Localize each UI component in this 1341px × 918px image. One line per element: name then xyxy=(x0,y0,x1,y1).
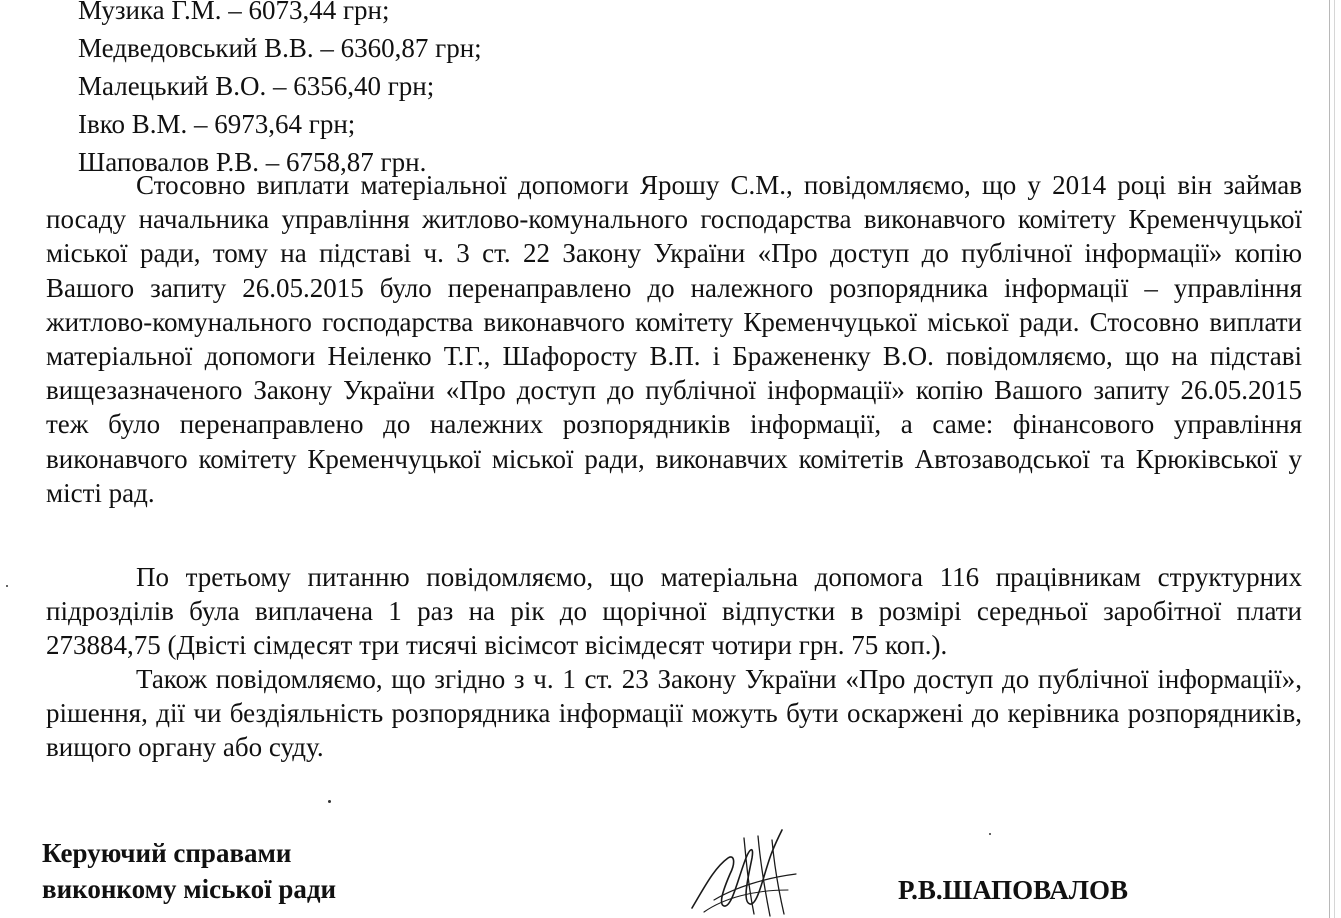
recipient-line: Медведовський В.В. – 6360,87 грн; xyxy=(78,33,482,63)
paragraph-third-question: По третьому питанню повідомляємо, що матеріальна допомога 116 працівникам структурних підрозділів була виплачена 1 раз на рік до щорічної відпустки в розмірі середньої заробітної плати 273884,75 (Двісті сімдесят три тисячі вісімсот вісімдесят чотири грн. 75 коп.). xyxy=(46,562,1302,661)
scan-speck xyxy=(989,833,991,835)
recipient-line: Музика Г.М. – 6073,44 грн; xyxy=(78,0,390,25)
scan-edge-line xyxy=(1329,0,1330,918)
signatory-position xyxy=(42,835,336,907)
paragraph-appeal-rights: Також повідомляємо, що згідно з ч. 1 ст. 23 Закону України «Про доступ до публічної інформації», рішення, дії чи бездіяльність розпорядника інформації можуть бути оскаржені до керівника розпорядників, вищого органу або суду. xyxy=(46,664,1302,763)
recipient-line: Малецький В.О. – 6356,40 грн; xyxy=(78,71,435,101)
recipient-list xyxy=(78,0,778,181)
scan-speck xyxy=(6,585,8,587)
signatory-name: Р.В.ШАПОВАЛОВ xyxy=(898,875,1129,905)
handwritten-signature-icon xyxy=(684,828,804,918)
scan-edge-line-secondary xyxy=(1334,0,1335,918)
scan-speck xyxy=(328,800,331,803)
recipient-line: Шаповалов Р.В. – 6758,87 грн. xyxy=(78,147,427,177)
signatory-position-line2: виконкому міської ради xyxy=(42,874,337,904)
recipient-line: Івко В.М. – 6973,64 грн; xyxy=(78,109,356,139)
paragraph-material-aid-redirect: Стосовно виплати матеріальної допомоги Ярошу С.М., повідомляємо, що у 2014 році він займав посаду начальника управління житлово-комунального господарства виконавчого комітету Кременчуцької міської ради, тому на підставі ч. 3 ст. 22 Закону України «Про доступ до публічної інформації» копію Вашого запиту 26.05.2015 було перенаправлено до належного розпорядника інформації – управління житлово-комунального господарства виконавчого комітету Кременчуцької міської ради. Стосовно виплати матеріальної допомоги Неіленко Т.Г., Шафоросту В.П. і Бражененку В.О. повідомляємо, що на підставі вищезазначеного Закону України «Про доступ до публічної інформації» копію Вашого запиту 26.05.2015 теж було перенаправлено до належних розпорядників інформації, а саме: фінансового управління виконавчого комітету Кременчуцької міської ради, виконавчих комітетів Автозаводської та Крюківської у місті рад. xyxy=(46,170,1302,508)
signatory-position-line1: Керуючий справами xyxy=(42,838,292,868)
